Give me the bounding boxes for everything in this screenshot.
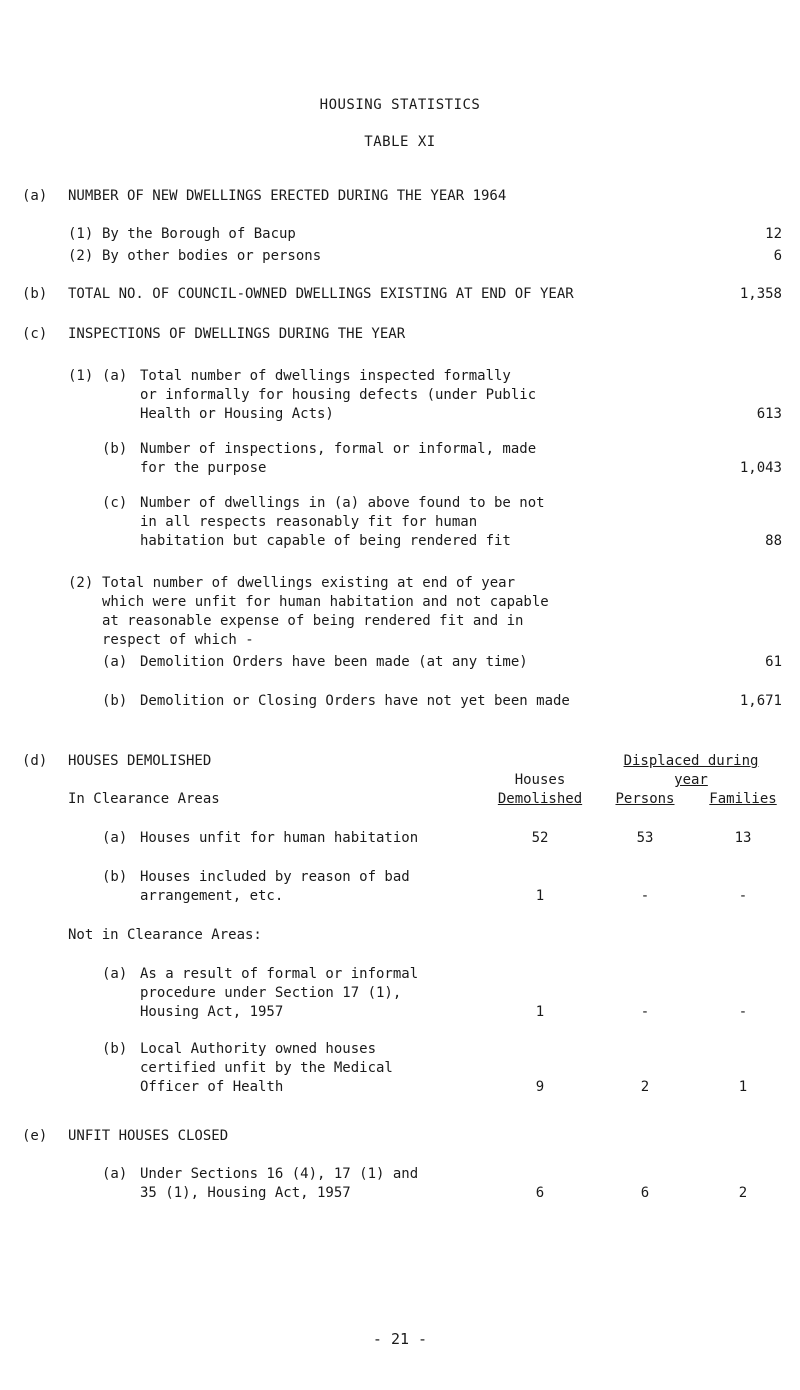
item-text: Demolition Orders have been made (at any time) [140, 654, 528, 670]
cell-houses: 6 [535, 1185, 545, 1201]
cell-persons: 53 [636, 830, 654, 846]
cell-houses: 9 [535, 1079, 545, 1095]
section-a-label: (a) [22, 188, 48, 204]
section-d-label: (d) [22, 753, 48, 769]
section-b-label: (b) [22, 286, 48, 302]
column-header-displaced: Displaced during [623, 753, 759, 769]
section-c-heading: INSPECTIONS OF DWELLINGS DURING THE YEAR [68, 326, 406, 342]
cell-families: 13 [734, 830, 752, 846]
cell-persons: - [640, 1004, 650, 1020]
section-e-heading: UNFIT HOUSES CLOSED [68, 1128, 229, 1144]
item-label: (b) [102, 441, 128, 457]
clearance-sub-heading: In Clearance Areas [68, 791, 220, 807]
row-text: As a result of formal or informal procedure under Section 17 (1), Housing Act, 1957 [140, 966, 419, 1020]
column-header-persons: Persons [615, 791, 675, 807]
cell-families: - [738, 888, 748, 904]
row-label: (a) [102, 830, 128, 846]
item-value: 1,043 [739, 460, 782, 476]
cell-houses: 1 [535, 1004, 545, 1020]
not-clearance-heading: Not in Clearance Areas: [68, 927, 262, 943]
cell-persons: - [640, 888, 650, 904]
item-label: (b) [102, 693, 128, 709]
column-header-year: year [674, 772, 708, 788]
cell-persons: 2 [640, 1079, 650, 1095]
item-text: Number of inspections, formal or informal, made for the purpose [140, 441, 537, 476]
section-d-heading: HOUSES DEMOLISHED [68, 753, 212, 769]
row-label: (a) [102, 966, 128, 982]
cell-families: 1 [738, 1079, 748, 1095]
item-label: (c) [102, 495, 128, 511]
section-b-value: 1,358 [739, 286, 782, 302]
section-b-heading: TOTAL NO. OF COUNCIL-OWNED DWELLINGS EXISTING AT END OF YEAR [68, 286, 574, 302]
item-label: (2) [68, 248, 94, 264]
item-value: 1,671 [739, 693, 782, 709]
row-text: Local Authority owned houses certified unfit by the Medical Officer of Health [140, 1041, 393, 1095]
part-label: (1) [68, 368, 94, 384]
column-header-houses: Houses [514, 772, 566, 788]
item-value: 88 [765, 533, 782, 549]
item-text: Demolition or Closing Orders have not yet been made [140, 693, 570, 709]
item-text: By the Borough of Bacup [102, 226, 296, 242]
part-label: (2) [68, 575, 94, 591]
section-a-heading: NUMBER OF NEW DWELLINGS ERECTED DURING THE YEAR 1964 [68, 188, 507, 204]
item-text: Total number of dwellings inspected formally or informally for housing defects (under Public Health or Housing Acts) [140, 368, 537, 422]
item-label: (a) [102, 654, 128, 670]
part-text: Total number of dwellings existing at end of year which were unfit for human habitation and not capable at reasonable expense of being rendered fit and in respect of which - [102, 575, 549, 648]
item-text: Number of dwellings in (a) above found to be not in all respects reasonably fit for human habitation but capable of being rendered fit [140, 495, 545, 549]
section-c-label: (c) [22, 326, 48, 342]
table-number: TABLE XI [364, 134, 436, 150]
row-label: (b) [102, 1041, 128, 1057]
cell-houses: 52 [531, 830, 549, 846]
row-text: Under Sections 16 (4), 17 (1) and 35 (1), Housing Act, 1957 [140, 1166, 419, 1201]
item-value: 61 [765, 654, 782, 670]
row-label: (a) [102, 1166, 128, 1182]
section-e-label: (e) [22, 1128, 48, 1144]
row-label: (b) [102, 869, 128, 885]
column-header-families: Families [709, 791, 777, 807]
item-label: (1) [68, 226, 94, 242]
item-value: 12 [765, 226, 782, 242]
page-number: - 21 - [372, 1330, 428, 1348]
row-text: Houses included by reason of bad arrangement, etc. [140, 869, 410, 904]
cell-houses: 1 [535, 888, 545, 904]
cell-persons: 6 [640, 1185, 650, 1201]
document-title: HOUSING STATISTICS [319, 97, 481, 113]
column-header-demolished: Demolished [497, 791, 583, 807]
cell-families: - [738, 1004, 748, 1020]
cell-families: 2 [738, 1185, 748, 1201]
item-text: By other bodies or persons [102, 248, 322, 264]
item-label: (a) [102, 368, 128, 384]
item-value: 613 [756, 406, 782, 422]
item-value: 6 [773, 248, 782, 264]
row-text: Houses unfit for human habitation [140, 830, 419, 846]
